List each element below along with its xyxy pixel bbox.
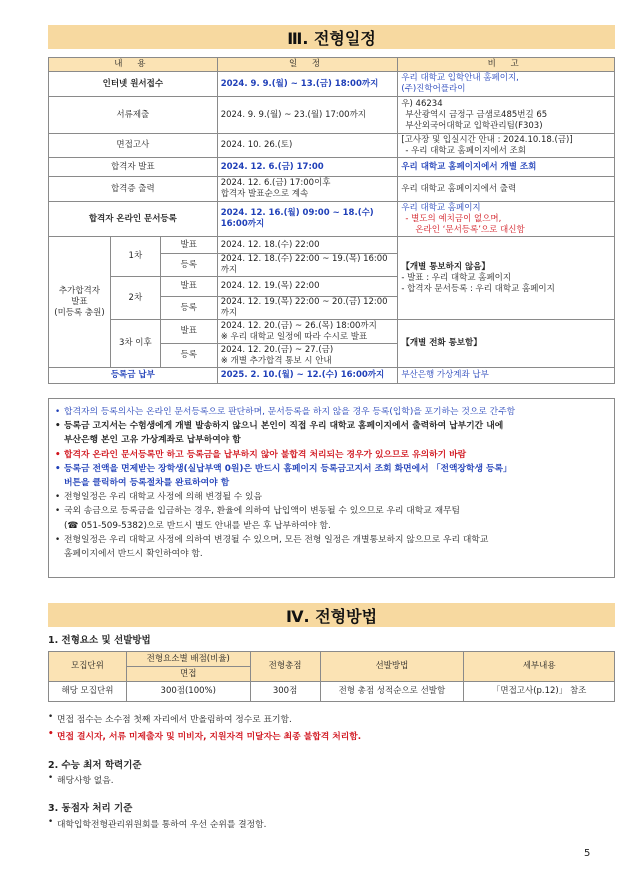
col-selection-method: 선발방법 (320, 652, 464, 682)
no-individual-notice: 【개별 통보하지 않음】 - 발표 : 우리 대학교 홈페이지 - 합격자 문서등록 : 우리 대학교 홈페이지 (398, 237, 615, 320)
round3-register-label: 등록 (160, 344, 217, 368)
round1-announce-date: 2024. 12. 18.(수) 22:00 (217, 237, 398, 254)
round1-register-date: 2024. 12. 18.(수) 22:00 ~ 19.(목) 16:00까지 (217, 254, 398, 277)
round2-announce-date: 2024. 12. 19.(목) 22:00 (217, 277, 398, 297)
col-score-weight: 전형요소별 배점(비율) (126, 652, 250, 667)
round1-register-label: 등록 (160, 254, 217, 277)
bullet-rounding: • 면접 점수는 소수점 첫째 자리에서 반올림하여 정수로 표기함. (48, 712, 292, 725)
registration-remark: 우리 대학교 홈페이지 - 별도의 예치금이 없으며, 온라인 ‘문서등록’으로 대신함 (398, 202, 615, 237)
cell-details: 「면접고사(p.12)」 참조 (464, 682, 615, 702)
certificate-date: 2024. 12. 6.(금) 17:00이후 합격자 발표순으로 계속 (217, 177, 398, 202)
schedule-table (48, 57, 615, 384)
row-certificate-print: 합격증 출력 (49, 177, 218, 202)
note-item: • 등록금 고지서는 수험생에게 개별 발송하지 않으니 본인이 직접 우리 대학교 홈페이지에서 출력하여 납부기간 내에 (55, 419, 608, 433)
heading-selection-method: 1. 전형요소 및 선발방법 (48, 635, 151, 646)
tuition-date: 2025. 2. 10.(월) ~ 12.(수) 16:00까지 (217, 368, 398, 384)
row-interview: 면접고사 (49, 134, 218, 158)
extra-admission-label: 추가합격자 발표 (미등록 충원) (49, 237, 111, 368)
note-item: • 합격자 온라인 문서등록만 하고 등록금을 납부하지 않아 불합격 처리되는 경우가 있으므로 유의하기 바람 (55, 448, 608, 462)
row-document-submission: 서류제출 (49, 97, 218, 134)
result-date: 2024. 12. 6.(금) 17:00 (217, 158, 398, 177)
note-item: • 전형일정은 우리 대학교 사정에 의해 변경될 수 있음 (55, 490, 608, 504)
col-unit: 모집단위 (49, 652, 127, 682)
note-item: • 전형일정은 우리 대학교 사정에 의하여 변경될 수 있으며, 모든 전형 일정은 개별통보하지 않으므로 우리 대학교 (55, 533, 608, 547)
method-table (48, 651, 615, 702)
note-item: • 합격자의 등록의사는 온라인 문서등록으로 판단하며, 문서등록을 하지 않을 경우 등록(입학)을 포기하는 것으로 간주함 (55, 405, 608, 419)
cell-unit: 해당 모집단위 (49, 682, 127, 702)
submission-date: 2024. 9. 9.(월) ~ 23.(월) 17:00까지 (217, 97, 398, 134)
registration-date: 2024. 12. 16.(월) 09:00 ~ 18.(수) 16:00까지 (217, 202, 398, 237)
col-header-content: 내 용 (49, 58, 218, 72)
note-item: 부산은행 본인 고유 가상계좌로 납부하여야 함 (64, 435, 241, 446)
col-total-score: 전형총점 (250, 652, 320, 682)
round2-register-date: 2024. 12. 19.(목) 22:00 ~ 20.(금) 12:00까지 (217, 297, 398, 320)
heading-tie-break: 3. 동점자 처리 기준 (48, 803, 133, 814)
round3-announce-date: 2024. 12. 20.(금) ~ 26.(목) 18:00까지 ※ 우리 대학교 일정에 따라 수시로 발표 (217, 320, 398, 344)
note-item: 버튼을 클릭하여 등록절차를 완료하여야 함 (64, 478, 230, 489)
interview-remark: [고사장 및 입실시간 안내 : 2024.10.18.(금)] - 우리 대학교 홈페이지에서 조회 (398, 134, 615, 158)
application-remark: 우리 대학교 입학안내 홈페이지, (주)진학어플라이 (398, 72, 615, 97)
application-date: 2024. 9. 9.(월) ~ 13.(금) 18:00까지 (217, 72, 398, 97)
round2-announce-label: 발표 (160, 277, 217, 297)
round3-register-date: 2024. 12. 20.(금) ~ 27.(금) ※ 개별 추가합격 통보 시 안내 (217, 344, 398, 368)
note-item: 홈페이지에서 반드시 확인하여야 함. (64, 549, 203, 560)
col-interview: 면접 (126, 667, 250, 682)
col-details: 세부내용 (464, 652, 615, 682)
round-3: 3차 이후 (110, 320, 160, 368)
note-item: (☎ 051-509-5382)으로 반드시 별도 안내를 받은 후 납부하여야 함. (64, 520, 331, 531)
section3-title: Ⅲ. 전형일정 (48, 25, 615, 49)
heading-csat-minimum: 2. 수능 최저 학력기준 (48, 760, 142, 771)
row-online-registration: 합격자 온라인 문서등록 (49, 202, 218, 237)
cell-method: 전형 총점 성적순으로 선발함 (320, 682, 464, 702)
cell-interview-score: 300점(100%) (126, 682, 250, 702)
note-item: • 등록금 전액을 면제받는 장학생(실납부액 0원)은 반드시 홈페이지 등록금고지서 조회 화면에서 「전액장학생 등록」 (55, 462, 608, 476)
round1-announce-label: 발표 (160, 237, 217, 254)
note-item: • 국외 송금으로 등록금을 입금하는 경우, 환율에 의하여 납입액이 변동될 수 있으므로 우리 대학교 재무팀 (55, 504, 608, 518)
round3-announce-label: 발표 (160, 320, 217, 344)
interview-date: 2024. 10. 26.(토) (217, 134, 398, 158)
notes-box (48, 398, 615, 578)
bullet-not-applicable: • 해당사항 없음. (48, 773, 114, 786)
bullet-tie-break: • 대학입학전형관리위원회를 통하여 우선 순위를 결정함. (48, 817, 266, 830)
round2-register-label: 등록 (160, 297, 217, 320)
tuition-remark: 부산은행 가상계좌 납부 (398, 368, 615, 384)
certificate-remark: 우리 대학교 홈페이지에서 출력 (398, 177, 615, 202)
bullet-disqualification: • 면접 결시자, 서류 미제출자 및 미비자, 지원자격 미달자는 최종 불합격 처리함. (48, 729, 361, 742)
page-number: 5 (584, 848, 591, 859)
round-2: 2차 (110, 277, 160, 320)
section4-title: Ⅳ. 전형방법 (48, 603, 615, 627)
row-tuition-payment: 등록금 납부 (49, 368, 218, 384)
col-header-remarks: 비 고 (398, 58, 615, 72)
submission-address: 우) 46234 부산광역시 금정구 금샘로485번길 65 부산외국어대학교 입학관리팀(F303) (398, 97, 615, 134)
cell-total: 300점 (250, 682, 320, 702)
row-online-application: 인터넷 원서접수 (49, 72, 218, 97)
result-remark: 우리 대학교 홈페이지에서 개별 조회 (398, 158, 615, 177)
row-result-announcement: 합격자 발표 (49, 158, 218, 177)
phone-notice: 【개별 전화 통보함】 (398, 320, 615, 368)
col-header-schedule: 일 정 (217, 58, 398, 72)
round-1: 1차 (110, 237, 160, 277)
